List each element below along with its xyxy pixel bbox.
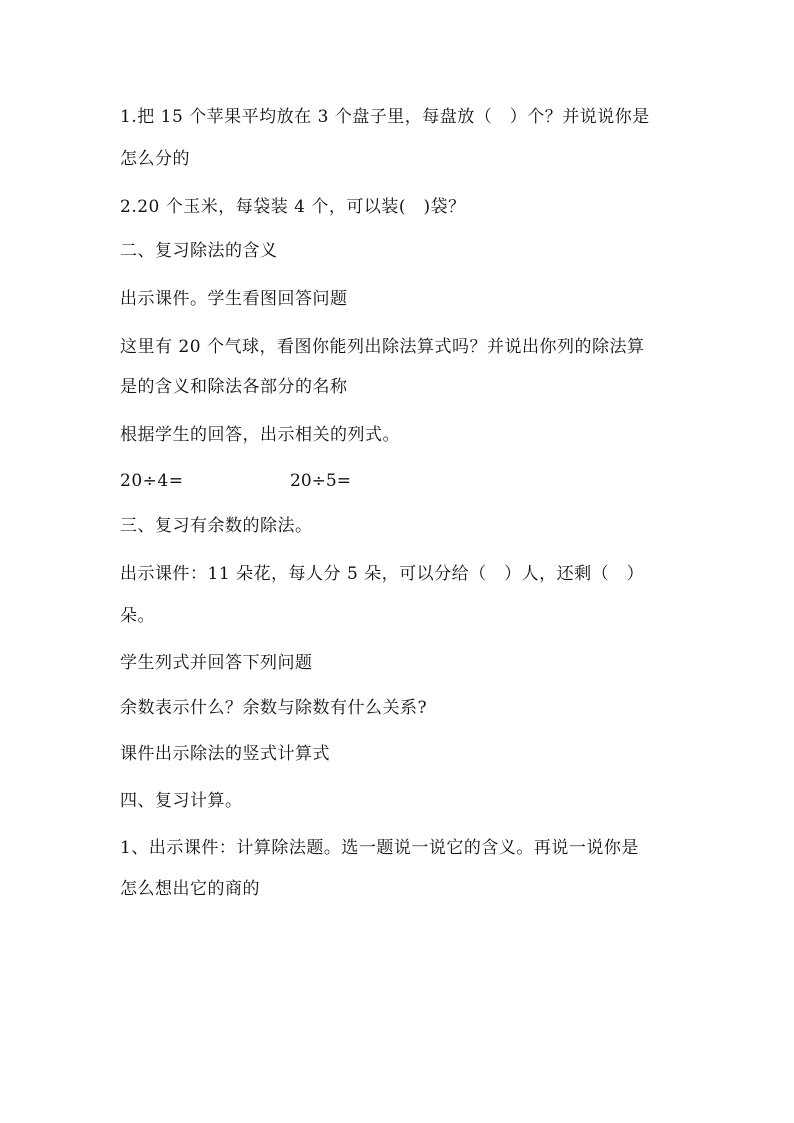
flower-question-line-2: 朵。 (120, 606, 155, 626)
paragraph-student-equation: 学生列式并回答下列问题 (120, 653, 313, 673)
flower-question-line-1: 出示课件：11 朵花，每人分 5 朵，可以分给（ ）人，还剩（ ） (120, 564, 645, 584)
calculation-task-line-1: 1、出示课件：计算除法题。选一题说一说它的含义。再说一说你是 (120, 838, 639, 858)
balloon-question-line-1: 这里有 20 个气球，看图你能列出除法算式吗？并说出你列的除法算 (120, 337, 645, 357)
equation-1: 20÷4= (120, 471, 184, 491)
section-heading-division-meaning: 二、复习除法的含义 (120, 241, 278, 261)
remainder-question: 余数表示什么？余数与除数有什么关系? (120, 698, 428, 718)
paragraph-student-answer: 根据学生的回答，出示相关的列式。 (120, 425, 400, 445)
question-2: 2.20 个玉米，每袋装 4 个，可以装( )袋？ (120, 197, 466, 217)
paragraph-show-courseware: 出示课件。学生看图回答问题 (120, 289, 348, 309)
calculation-task-line-2: 怎么想出它的商的 (120, 879, 260, 899)
question-1-line-1: 1.把 15 个苹果平均放在 3 个盘子里，每盘放（ ）个？并说说你是 (120, 107, 650, 127)
section-heading-remainder-division: 三、复习有余数的除法。 (120, 516, 313, 536)
equation-2: 20÷5= (290, 471, 351, 491)
question-1-line-2: 怎么分的 (120, 149, 190, 169)
paragraph-vertical-calculation: 课件出示除法的竖式计算式 (120, 744, 330, 764)
section-heading-calculation: 四、复习计算。 (120, 791, 243, 811)
balloon-question-line-2: 是的含义和除法各部分的名称 (120, 377, 348, 397)
